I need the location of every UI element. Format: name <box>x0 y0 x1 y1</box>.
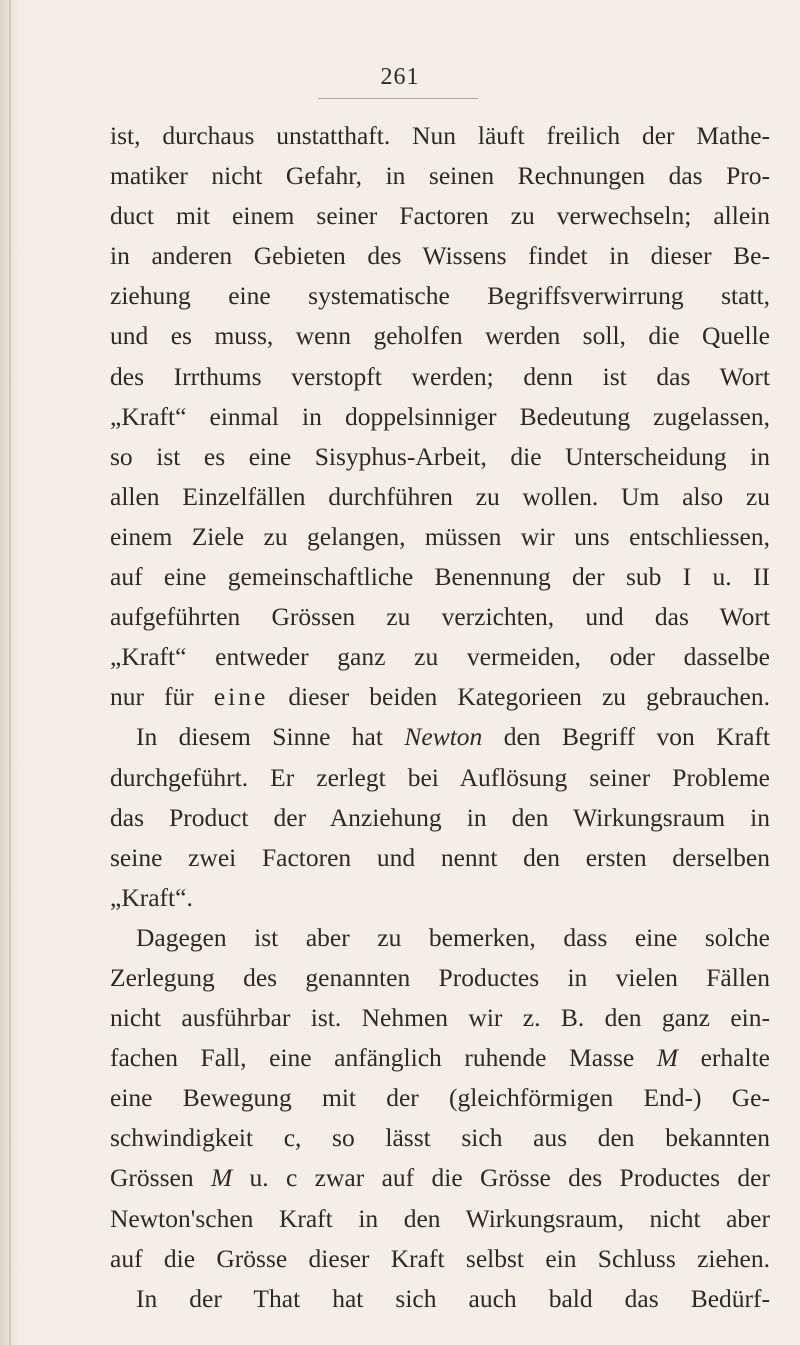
text-line: „Kraft“ entweder ganz zu vermeiden, oder dasselbe <box>110 642 770 672</box>
body-text <box>110 116 770 1319</box>
text-line: durchgeführt. Er zerlegt bei Auflösung seiner Probleme <box>110 762 770 792</box>
text-line: eine Bewegung mit der (gleichförmigen End-) Ge- <box>110 1083 770 1113</box>
text-line: allen Einzelfällen durchführen zu wollen. Um also zu <box>110 481 770 511</box>
text-line: In diesem Sinne hat Newton den Begriff von Kraft <box>136 722 770 752</box>
text-line: auf die Grösse dieser Kraft selbst ein Schluss ziehen. <box>110 1243 770 1273</box>
text-line: seine zwei Factoren und nennt den ersten derselben <box>110 842 770 872</box>
text-line: „Kraft“. <box>110 882 193 912</box>
page-number: 261 <box>380 64 420 90</box>
text-line: Grössen M u. c zwar auf die Grösse des Productes der <box>110 1163 770 1193</box>
text-line: schwindigkeit c, so lässt sich aus den bekannten <box>110 1123 770 1153</box>
italic-symbol: M <box>656 1043 679 1073</box>
emphasized-word: eine <box>213 682 269 712</box>
text-line: auf eine gemeinschaftliche Benennung der sub I u. II <box>110 562 770 592</box>
text-line: ziehung eine systematische Begriffsverwirrung statt, <box>110 281 770 311</box>
text-line: und es muss, wenn geholfen werden soll, die Quelle <box>110 321 770 351</box>
text-line: nur für eine dieser beiden Kategorieen zu gebrauchen. <box>110 682 770 712</box>
text-line: „Kraft“ einmal in doppelsinniger Bedeutung zugelassen, <box>110 401 770 431</box>
text-line: einem Ziele zu gelangen, müssen wir uns entschliessen, <box>110 521 770 551</box>
binding-edge <box>9 0 11 1345</box>
text-line: duct mit einem seiner Factoren zu verwechseln; allein <box>110 201 770 231</box>
text-line: des Irrthums verstopft werden; denn ist das Wort <box>110 361 770 391</box>
text-line: so ist es eine Sisyphus-Arbeit, die Unterscheidung in <box>110 441 770 471</box>
text-line: fachen Fall, eine anfänglich ruhende Masse M erhalte <box>110 1043 770 1073</box>
text-line: aufgeführten Grössen zu verzichten, und das Wort <box>110 602 770 632</box>
header-rule <box>318 98 478 99</box>
text-line: in anderen Gebieten des Wissens findet in dieser Be- <box>110 241 770 271</box>
text-line: Zerlegung des genannten Productes in vielen Fällen <box>110 962 770 992</box>
page-gutter-shadow <box>0 0 22 1345</box>
text-line: das Product der Anziehung in den Wirkungsraum in <box>110 802 770 832</box>
italic-symbol: M <box>210 1163 233 1193</box>
text-line: Newton'schen Kraft in den Wirkungsraum, nicht aber <box>110 1203 770 1233</box>
text-line: matiker nicht Gefahr, in seinen Rechnungen das Pro- <box>110 161 770 191</box>
text-line: ist, durchaus unstatthaft. Nun läuft freilich der Mathe- <box>110 121 770 150</box>
text-line: Dagegen ist aber zu bemerken, dass eine solche <box>136 922 770 952</box>
text-line: nicht ausführbar ist. Nehmen wir z. B. den ganz ein- <box>110 1003 770 1033</box>
text-line: In der That hat sich auch bald das Bedürf- <box>136 1283 770 1313</box>
italic-name: Newton <box>404 722 483 752</box>
